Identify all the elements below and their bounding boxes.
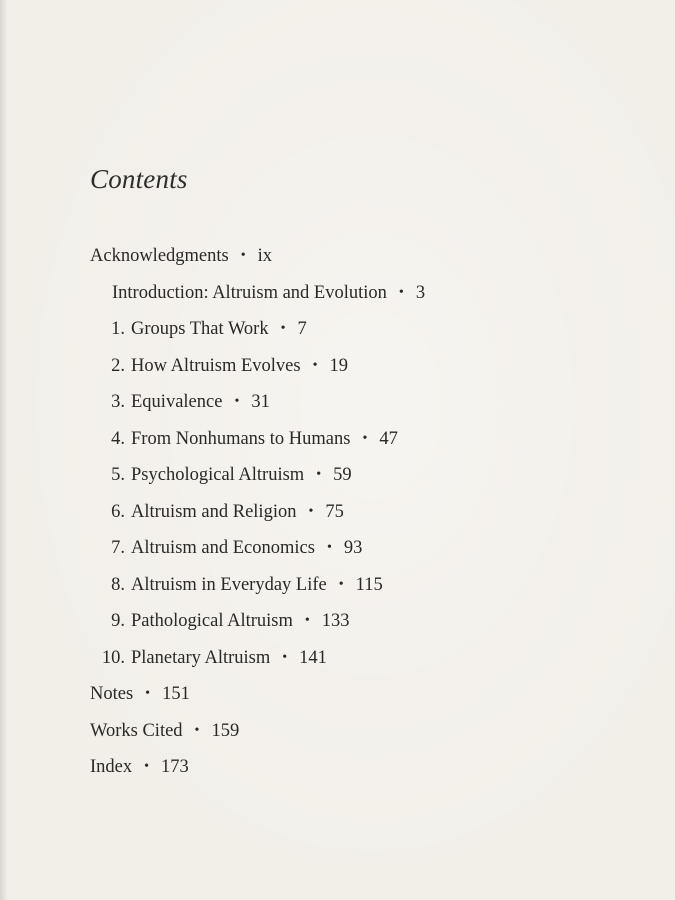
toc-entry-chapter-3 [97, 392, 270, 413]
toc-page-number: 7 [297, 319, 307, 339]
toc-entry-label: Altruism in Everyday Life [131, 575, 327, 595]
toc-entry-chapter-6 [97, 502, 344, 523]
toc-entry-label: Index [90, 757, 133, 777]
toc-separator: • [280, 321, 286, 336]
toc-page-number: 93 [343, 538, 363, 558]
chapter-number: 3. [111, 392, 125, 412]
toc-entry-chapter-1 [97, 319, 307, 340]
toc-separator: • [398, 285, 404, 300]
toc-entry-label: Pathological Altruism [131, 611, 293, 631]
page-edge-shadow [0, 0, 8, 900]
toc-page-number: 19 [329, 356, 348, 376]
toc-separator: • [282, 650, 288, 665]
toc-page-number: 173 [161, 757, 189, 777]
toc-entry-label: Equivalence [131, 392, 223, 412]
toc-entry-chapter-7 [97, 538, 362, 559]
toc-separator: • [362, 431, 368, 446]
toc-page-number: 151 [162, 684, 190, 704]
toc-page-number: ix [257, 246, 273, 266]
toc-entry-label: Altruism and Economics [131, 538, 315, 558]
toc-separator: • [304, 613, 310, 628]
toc-page-number: 75 [325, 502, 344, 522]
toc-entry-acknowledgments [90, 246, 272, 267]
toc-separator: • [312, 358, 318, 373]
chapter-number: 9. [111, 611, 125, 631]
toc-page-number: 59 [333, 465, 352, 485]
toc-separator: • [316, 467, 322, 482]
chapter-number: 6. [111, 502, 125, 522]
toc-entry-chapter-5 [97, 465, 352, 486]
toc-separator: • [240, 248, 246, 263]
toc-separator: • [308, 504, 314, 519]
toc-page-number: 141 [299, 648, 327, 668]
toc-entry-chapter-2 [97, 356, 348, 377]
toc-entry-label: Psychological Altruism [131, 465, 305, 485]
toc-entry-label: How Altruism Evolves [131, 356, 301, 376]
chapter-number: 10. [101, 648, 125, 668]
toc-page-number: 159 [211, 721, 240, 741]
toc-separator: • [144, 759, 150, 774]
toc-page-number: 3 [415, 283, 426, 303]
toc-page-number: 47 [379, 429, 398, 449]
toc-separator: • [326, 540, 332, 555]
toc-page-number: 31 [251, 392, 270, 412]
toc-entry-label: Planetary Altruism [131, 648, 271, 668]
toc-entry-label: From Nonhumans to Humans [131, 429, 351, 449]
chapter-number: 8. [111, 575, 125, 595]
toc-entry-works-cited [90, 721, 239, 742]
toc-entry-chapter-10 [97, 648, 327, 669]
toc-entry-label: Groups That Work [131, 319, 269, 339]
toc-separator: • [338, 577, 344, 592]
toc-separator: • [194, 723, 200, 738]
chapter-number: 7. [111, 538, 125, 558]
toc-entry-label: Acknowledgments [90, 246, 229, 266]
toc-entry-label: Works Cited [90, 721, 183, 741]
page-title: Contents [90, 164, 188, 194]
chapter-number: 4. [111, 429, 125, 449]
toc-entry-label: Altruism and Religion [131, 502, 297, 522]
toc-entry-chapter-4 [97, 429, 398, 450]
toc-entry-chapter-8 [97, 575, 383, 596]
toc-separator: • [234, 394, 240, 409]
toc-separator: • [145, 686, 151, 701]
chapter-number: 2. [111, 356, 125, 376]
toc-entry-chapter-9 [97, 611, 350, 632]
toc-page-number: 133 [321, 611, 350, 631]
chapter-number: 1. [111, 319, 125, 339]
toc-entry-notes [90, 684, 190, 705]
toc-entry-index [90, 757, 189, 778]
chapter-number: 5. [111, 465, 125, 485]
toc-page-number: 115 [355, 575, 383, 595]
toc-entry-label: Introduction: Altruism and Evolution [112, 283, 387, 303]
toc-entry-label: Notes [90, 684, 134, 704]
toc-entry-introduction [112, 283, 425, 304]
